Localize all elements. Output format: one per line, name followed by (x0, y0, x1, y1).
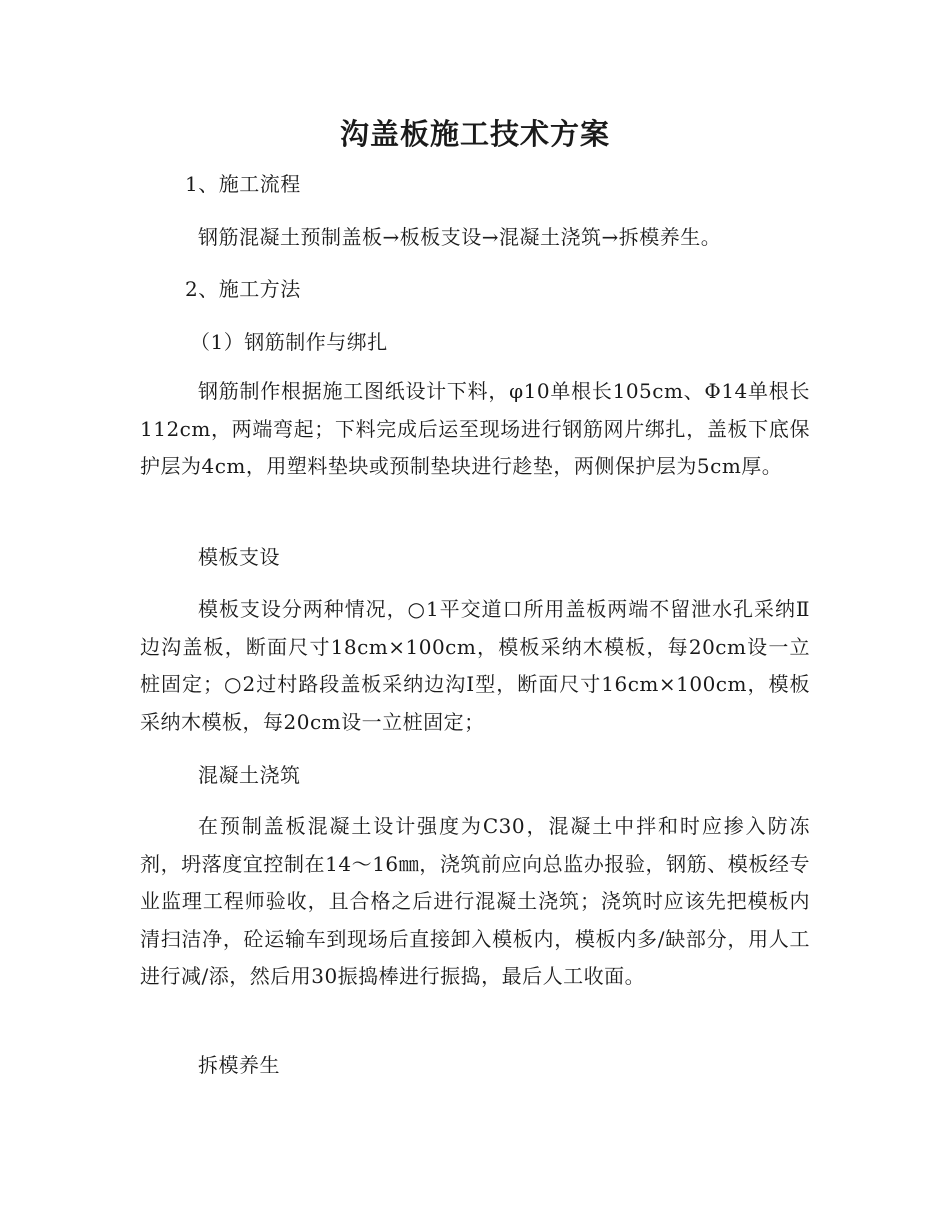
subsection-heading-concrete: 混凝土浇筑 (198, 763, 301, 787)
flow-paragraph: 钢筋混凝土预制盖板→板板支设→混凝土浇筑→拆模养生。 (198, 225, 722, 249)
subsection-heading-rebar: （1）钢筋制作与绑扎 (190, 330, 388, 354)
subsection-heading-formwork: 模板支设 (198, 545, 280, 569)
section-heading-method: 2、施工方法 (185, 277, 301, 301)
rebar-paragraph: 钢筋制作根据施工图纸设计下料，φ10单根长105cm、Φ14单根长112cm，两端弯起；下料完成后运至现场进行钢筋网片绑扎，盖板下底保护层为4cm，用塑料垫块或预制垫块进行趁垫，两侧保护层为5cm厚。 (140, 379, 810, 478)
subsection-heading-curing: 拆模养生 (198, 1053, 280, 1077)
section-heading-flow: 1、施工流程 (185, 172, 301, 196)
formwork-paragraph: 模板支设分两种情况，○1平交道口所用盖板两端不留泄水孔采纳Ⅱ边沟盖板，断面尺寸18cm×100cm，模板采纳木模板，每20cm设一立桩固定；○2过村路段盖板采纳边沟Ⅰ型，断面尺寸16cm×100cm，模板采纳木模板，每20cm设一立桩固定； (140, 597, 810, 734)
document-title: 沟盖板施工技术方案 (339, 117, 610, 151)
concrete-paragraph: 在预制盖板混凝土设计强度为C30，混凝土中拌和时应掺入防冻剂，坍落度宜控制在14～16㎜，浇筑前应向总监办报验，钢筋、模板经专业监理工程师验收，且合格之后进行混凝土浇筑；浇筑时应该先把模板内清扫洁净，砼运输车到现场后直接卸入模板内，模板内多/缺部分，用人工进行减/添，然后用30振捣棒进行振捣，最后人工收面。 (140, 814, 810, 988)
